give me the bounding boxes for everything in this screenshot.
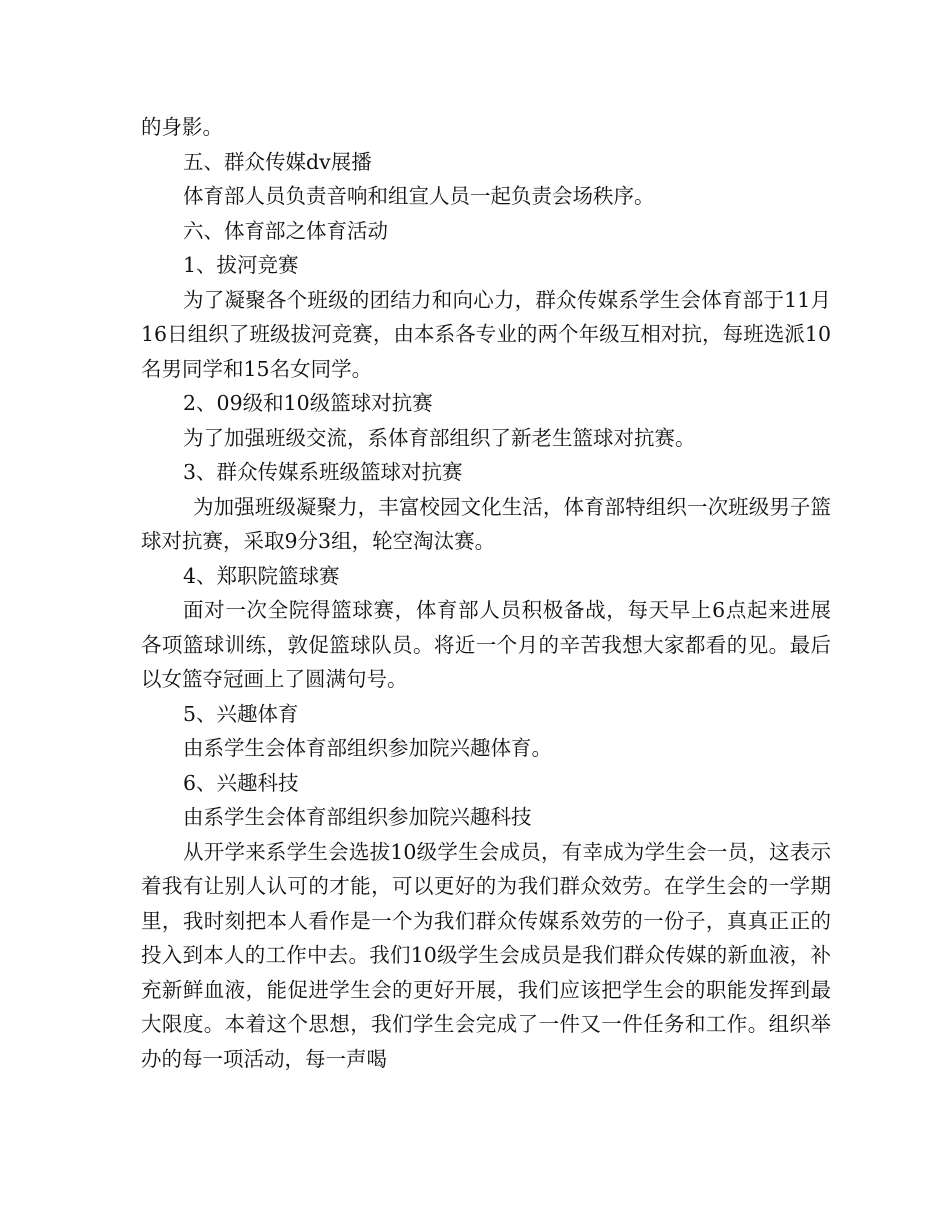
paragraph-item-6: 由系学生会体育部组织参加院兴趣科技 xyxy=(183,805,532,829)
heading-section-6: 六、体育部之体育活动 xyxy=(183,218,388,243)
heading-item-6: 6、兴趣科技 xyxy=(183,770,299,795)
paragraph-section-5: 体育部人员负责音响和组宣人员一起负责会场秩序。 xyxy=(183,184,655,208)
heading-item-4: 4、郑职院篮球赛 xyxy=(183,563,340,588)
body-text xyxy=(141,110,831,1076)
paragraph-item-5: 由系学生会体育部组织参加院兴趣体育。 xyxy=(183,736,552,760)
heading-section-5: 五、群众传媒dv展播 xyxy=(183,149,372,174)
paragraph-continuation: 的身影。 xyxy=(141,115,223,139)
heading-item-5: 5、兴趣体育 xyxy=(183,701,299,726)
heading-item-3: 3、群众传媒系班级篮球对抗赛 xyxy=(183,460,463,484)
paragraph-item-2: 为了加强班级交流，系体育部组织了新老生篮球对抗赛。 xyxy=(183,425,696,450)
heading-item-1: 1、拔河竞赛 xyxy=(183,253,299,277)
paragraph-summary: 从开学来系学生会选拔10级学生会成员，有幸成为学生会一员，这表示着我有让别人认可的才能，可以更好的为我们群众效劳。在学生会的一学期里，我时刻把本人看作是一个为我们群众传媒系效劳的一份子，真真正正的投入到本人的工作中去。我们10级学生会成员是我们群众传媒的新血液，补充新鲜血液，能促进学生会的更好开展，我们应该把学生会的职能发挥到最大限度。本着这个思想，我们学生会完成了一件又一件任务和工作。组织举办的每一项活动，每一声喝 xyxy=(141,839,831,1071)
paragraph-item-3: 为加强班级凝聚力，丰富校园文化生活，体育部特组织一次班级男子篮球对抗赛，采取9分3组，轮空淘汰赛。 xyxy=(141,494,831,553)
heading-item-2: 2、09级和10级篮球对抗赛 xyxy=(183,391,433,415)
paragraph-item-1: 为了凝聚各个班级的团结力和向心力，群众传媒系学生会体育部于11月16日组织了班级拔河竞赛，由本系各专业的两个年级互相对抗，每班选派10名男同学和15名女同学。 xyxy=(141,287,831,381)
paragraph-item-4: 面对一次全院得篮球赛，体育部人员积极备战，每天早上6点起来进展各项篮球训练，敦促篮球队员。将近一个月的辛苦我想大家都看的见。最后以女篮夺冠画上了圆满句号。 xyxy=(141,598,831,691)
